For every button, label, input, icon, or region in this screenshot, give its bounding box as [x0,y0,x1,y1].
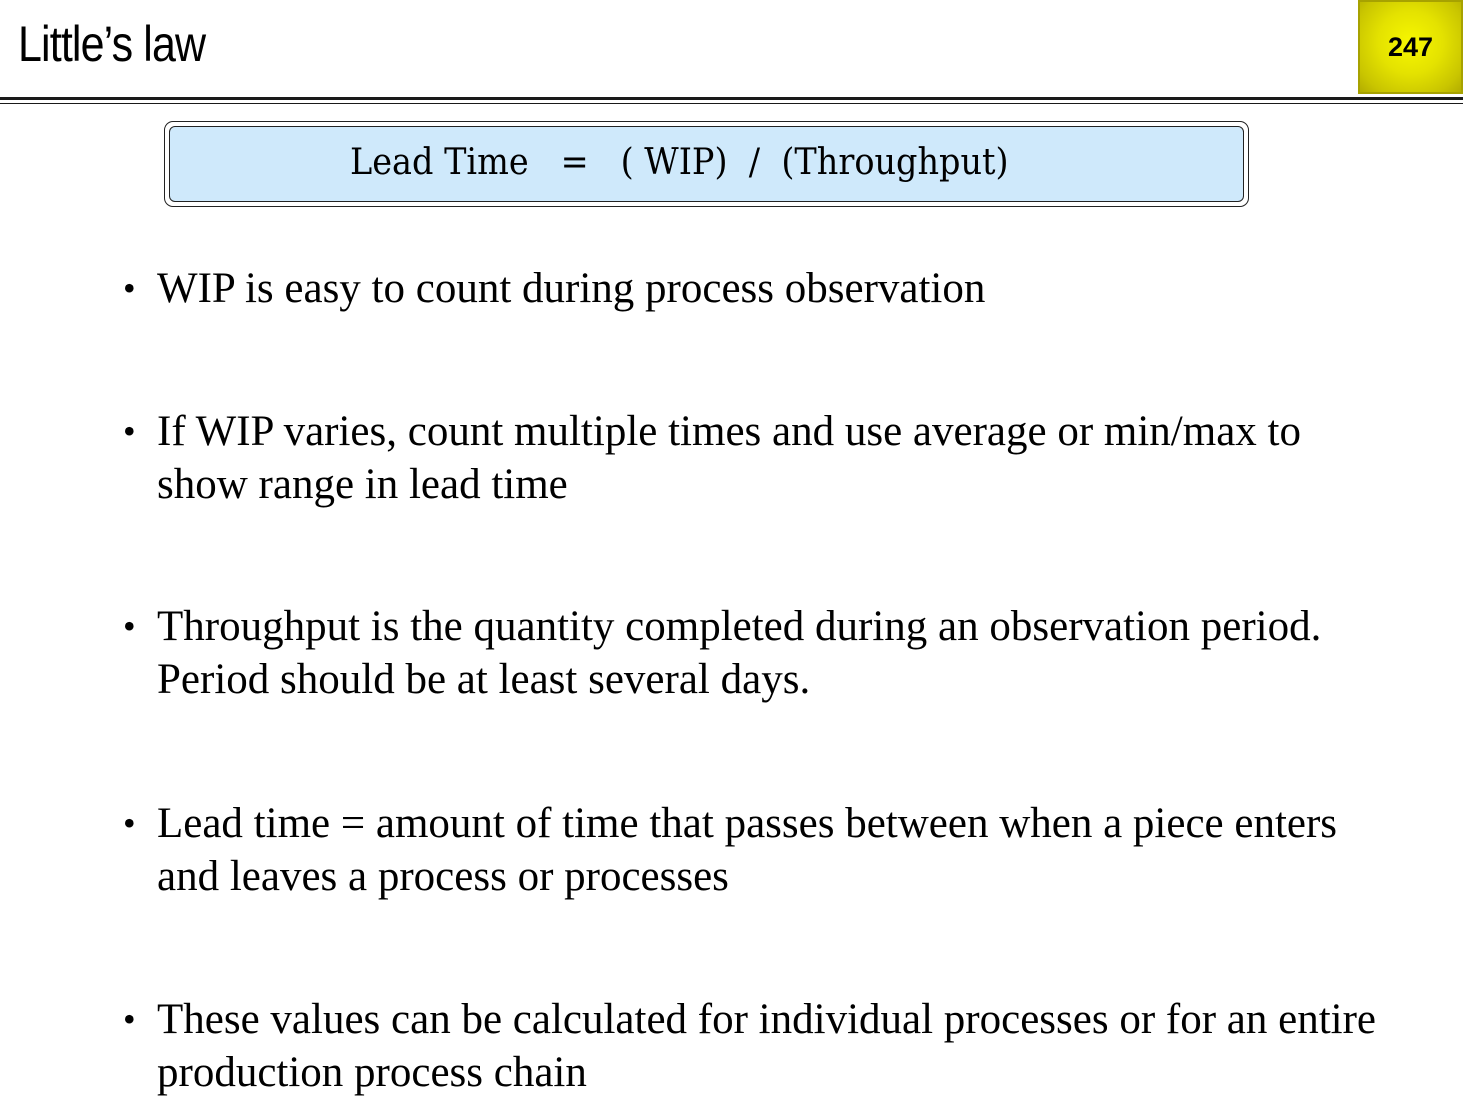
bullet-text: Throughput is the quantity completed during an observation period. Period should be at least several days. [157,603,1322,703]
title-divider-thick [0,97,1463,100]
bullet-item [123,405,1377,511]
bullet-text: WIP is easy to count during process observation [157,265,986,312]
slide-title: Little’s law [18,16,206,72]
bullet-item [123,993,1377,1099]
bullet-text: These values can be calculated for individual processes or for an entire production process chain [157,996,1377,1096]
bullet-item [123,262,1377,315]
bullet-marker: • [123,606,136,646]
page-number-badge [1358,0,1463,94]
bullet-text: Lead time = amount of time that passes between when a piece enters and leaves a process or processes [157,800,1338,900]
title-divider-thin [0,103,1463,104]
formula-box [164,121,1249,207]
formula-box-inner [169,126,1244,202]
bullet-item [123,797,1377,903]
bullet-text: If WIP varies, count multiple times and use average or min/max to show range in lead time [157,408,1301,508]
bullet-marker: • [123,411,136,451]
formula-text: Lead Time = ( WIP) / (Throughput) [350,142,1009,183]
bullet-marker: • [123,999,136,1039]
bullet-marker: • [123,268,136,308]
bullet-marker: • [123,803,136,843]
page-number: 247 [1387,31,1434,62]
bullet-item [123,600,1377,706]
